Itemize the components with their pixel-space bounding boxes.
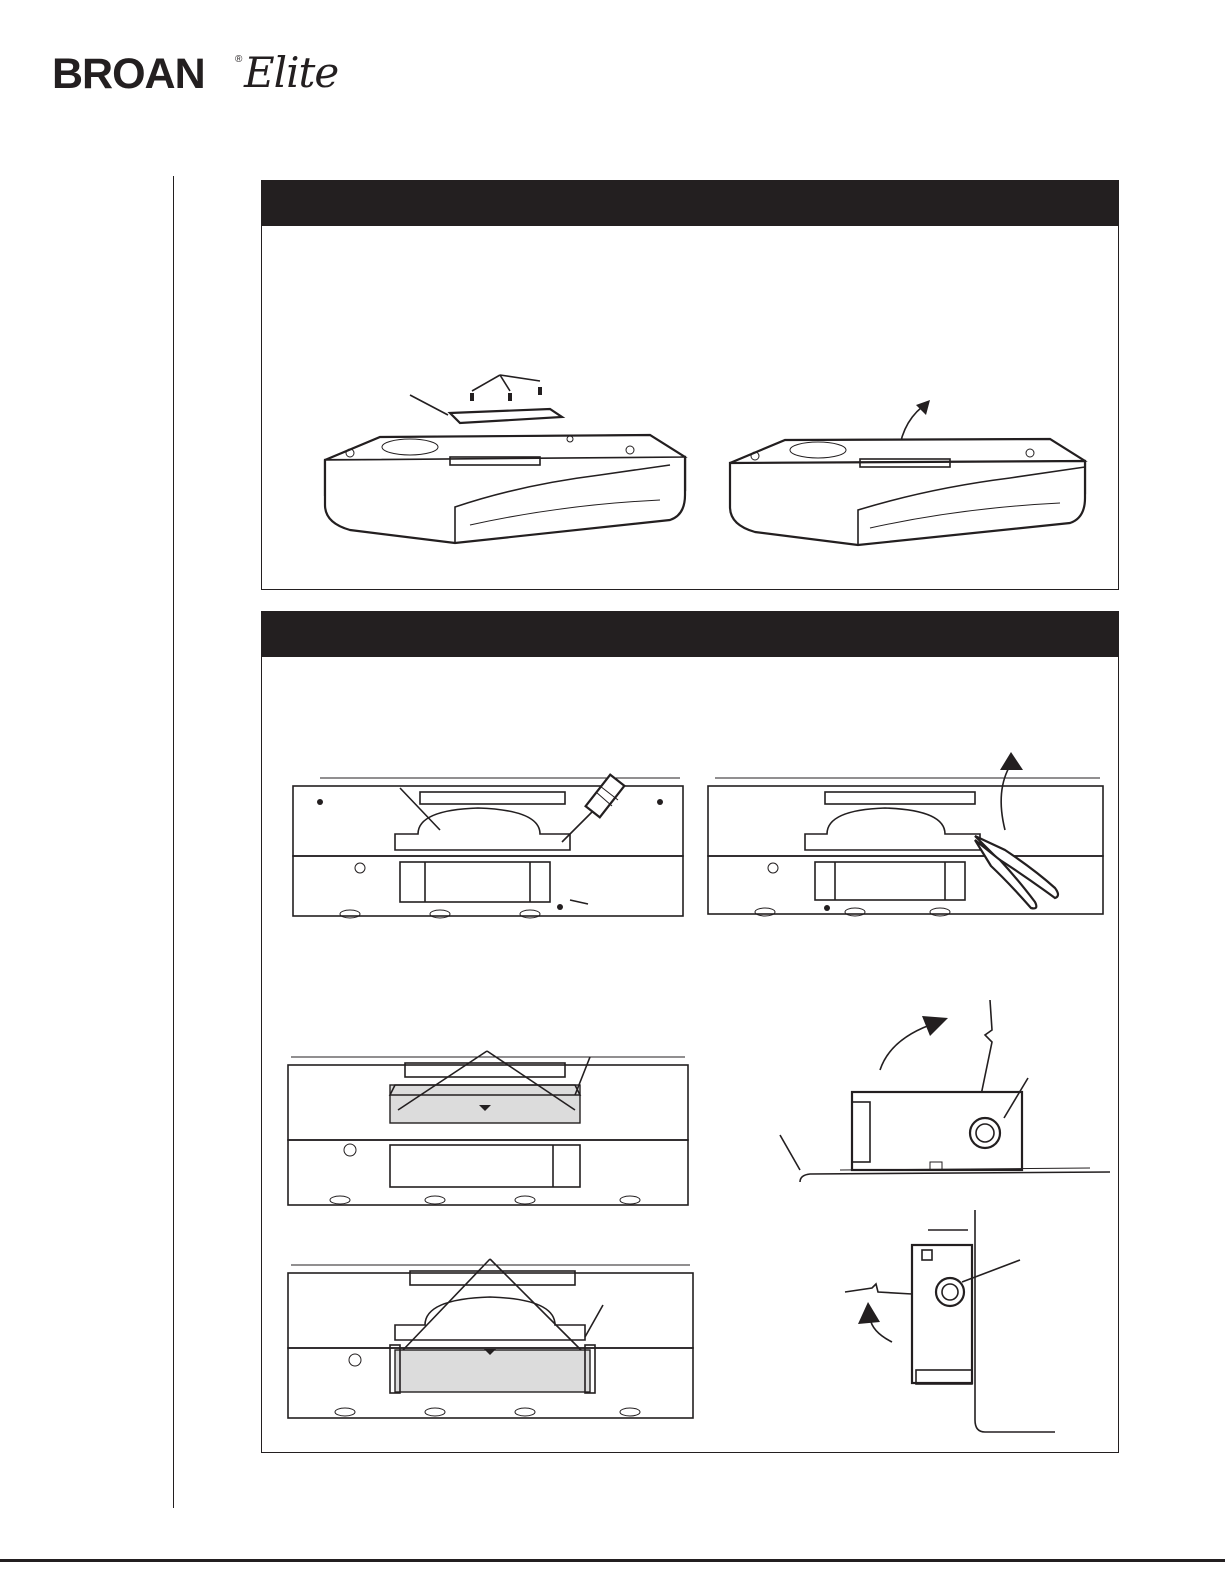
- wiring-box-side-bottom: [840, 1210, 1060, 1435]
- pliers-icon: [975, 836, 1058, 908]
- brand-logo: [52, 50, 337, 100]
- wiring-box-side-top: [780, 990, 1110, 1190]
- brand-line: Elite: [244, 48, 339, 97]
- screwdriver-icon: [562, 775, 624, 842]
- hood-with-damper-plate: [300, 365, 700, 555]
- registered-mark: ®: [235, 54, 243, 65]
- panel-2-header-bar: [262, 612, 1118, 657]
- brand-name: BROAN: [52, 50, 205, 98]
- screwdriver-removal: [290, 772, 690, 932]
- connector-icon: [970, 1118, 1000, 1148]
- left-margin-rule: [173, 176, 174, 1508]
- wiring-box-top: [285, 1045, 695, 1215]
- footer-rule: [0, 1559, 1225, 1562]
- hood-lifting-tab: [730, 395, 1100, 555]
- arrow-up-right-icon: [1000, 752, 1023, 770]
- wiring-box-bottom: [285, 1255, 700, 1425]
- pliers-removal: [705, 750, 1105, 930]
- connector-icon: [936, 1278, 964, 1306]
- arrow-up-right-icon: [858, 1302, 880, 1324]
- panel-1-header-bar: [262, 181, 1118, 226]
- arrow-up-right-icon: [916, 400, 930, 415]
